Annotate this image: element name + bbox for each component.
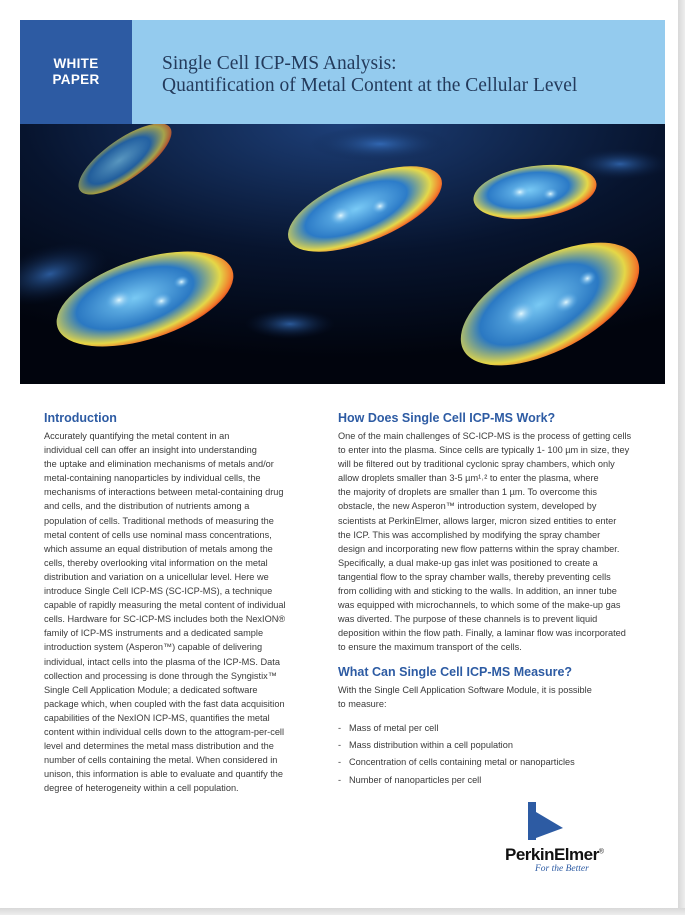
text-line: cells. Hardware for SC-ICP-MS includes both the NexION® (44, 614, 286, 625)
perkinelmer-logo (505, 800, 630, 880)
page-title-line-2: Quantification of Metal Content at the Cellular Level (162, 75, 578, 96)
text-line: to enter into the plasma. Since cells are typically 1- 100 µm in size, they (338, 445, 630, 456)
text-line: metal content of cells use nominal mass concentrations, (44, 529, 272, 540)
text-line: capabilities of the NexION ICP-MS, quantifies the metal (44, 712, 270, 723)
how-it-works-body (338, 429, 648, 655)
text-line: individual cell can offer an insight into understanding (44, 445, 257, 456)
badge-line-2: PAPER (52, 72, 100, 87)
page-edge-shadow-right (678, 0, 685, 915)
text-line: was equipped with microchannels, to which some of the make-up gas (338, 600, 621, 611)
text-line: tangential flow to the spray chamber walls, thereby preventing cells (338, 571, 611, 582)
text-line: from colliding with and sticking to the walls. In addition, an inner tube (338, 586, 617, 597)
text-line: obstacle, the new Asperon™ introduction system, developed by (338, 501, 597, 512)
text-line: Accurately quantifying the metal content in an (44, 431, 230, 441)
text-line: capable of rapidly measuring the metal content of individual (44, 600, 286, 611)
text-line: to measure: (338, 698, 387, 709)
introduction-body (44, 429, 302, 795)
measure-heading: What Can Single Cell ICP-MS Measure? (338, 664, 573, 679)
measure-list (338, 721, 648, 787)
introduction-column (44, 409, 302, 795)
text-line: number of cells containing the metal. When considered in (44, 755, 278, 766)
text-line: the ICP. This was accomplished by modifying the spray chamber (338, 529, 601, 540)
text-line: and cells, and the distribution of nutrients among a (44, 501, 250, 512)
text-line: was diverted. The purpose of these channels is to prevent liquid (338, 614, 598, 625)
page-edge-shadow-bottom (0, 908, 685, 915)
text-line: Specifically, a dual make-up gas inlet was positioned to create a (338, 557, 598, 568)
badge-line-1: WHITE (53, 56, 99, 71)
how-it-works-heading: How Does Single Cell ICP-MS Work? (338, 411, 556, 425)
hero-cell-image (20, 124, 665, 384)
text-line: the uptake and elimination mechanisms of metals and/or (44, 459, 274, 470)
text-line: will be filtered out by traditional cyclonic spray chambers, which only (338, 459, 615, 470)
text-line: content within individual cells down to the attogram-per-cell (44, 726, 285, 737)
text-line: metal-containing nanoparticles by individual cells, the (44, 473, 261, 484)
text-line: design and incorporating new flow patterns within the spray chamber. (338, 543, 620, 554)
logo-tagline: For the Better (535, 864, 589, 874)
cells-micrograph-illustration (20, 124, 665, 384)
white-paper-badge (20, 20, 132, 124)
title-band (132, 20, 665, 124)
text-line: introduction system (Asperon™) capable of delivering (44, 642, 263, 653)
text-line: One of the main challenges of SC-ICP-MS is the process of getting cells (338, 431, 632, 441)
text-line: package which, when coupled with the fast data acquisition (44, 698, 285, 709)
text-line: cells, thereby overlooking vital information on the metal (44, 557, 268, 568)
logo-wordmark: PerkinElmer® (505, 845, 604, 864)
text-line: Single Cell Application Module; a dedicated software (44, 684, 258, 695)
text-line: collection and processing is done through the Syngistix™ (44, 670, 277, 681)
list-item: - Mass distribution within a cell population (338, 738, 648, 752)
text-line: allow droplets smaller than 3-5 µm¹˒² to enter the plasma, where (338, 473, 599, 484)
text-line: family of ICP-MS instruments and a dedicated sample (44, 628, 264, 639)
text-line: mechanisms of interactions between metal-containing drug (44, 487, 284, 498)
text-line: to ensure the maximum transport of the cells. (338, 642, 522, 653)
list-item: - Mass of metal per cell (338, 721, 648, 735)
perkinelmer-mark-icon (525, 800, 569, 842)
list-item: - Number of nanoparticles per cell (338, 773, 648, 787)
text-line: level and determines the metal mass distribution and the (44, 741, 274, 752)
page-title-line-1: Single Cell ICP-MS Analysis: (162, 53, 397, 74)
text-line: which assume an equal distribution of metals among the (44, 543, 273, 554)
text-line: the majority of droplets are smaller than 1 µm. To overcome this (338, 487, 597, 498)
right-column (338, 409, 648, 790)
list-item: - Concentration of cells containing metal or nanoparticles (338, 755, 648, 769)
measure-intro (338, 683, 648, 711)
text-line: With the Single Cell Application Software Module, it is possible (338, 684, 592, 695)
text-line: introduce Single Cell ICP-MS (SC-ICP-MS), a technique (44, 586, 273, 597)
introduction-heading: Introduction (44, 411, 117, 425)
text-line: population of cells. Traditional methods of measuring the (44, 515, 274, 526)
text-line: distribution and variation on a unicellular level. Here we (44, 571, 269, 582)
text-line: individual, intact cells into the plasma of the ICP-MS. Data (44, 656, 280, 667)
text-line: unison, this information is able to evaluate and quantify the (44, 769, 284, 780)
text-line: degree of heterogeneity within a cell population. (44, 783, 239, 794)
text-line: scientists at PerkinElmer, allows larger, micron sized entities to enter (338, 515, 617, 526)
text-line: deposition within the flow path. Finally, a laminar flow was incorporated (338, 628, 626, 639)
